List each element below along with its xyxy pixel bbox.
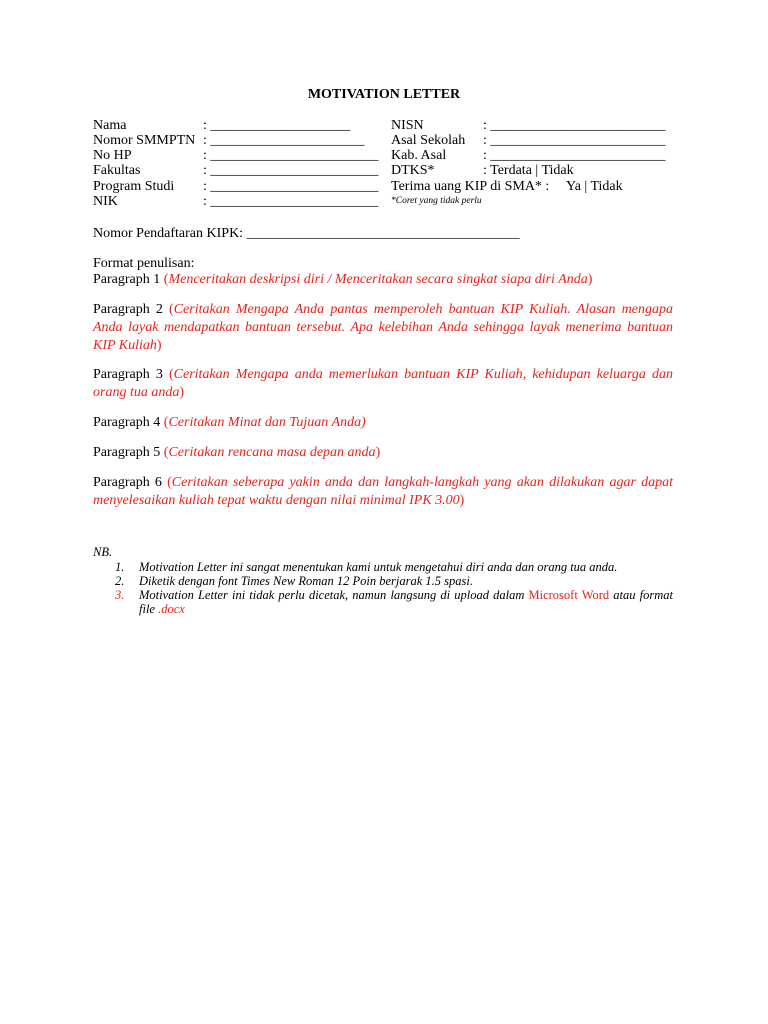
nb-item-text: Diketik dengan font Times New Roman 12 Poin berjarak 1.5 spasi. xyxy=(139,574,474,588)
nb-item xyxy=(93,588,673,616)
field-blank: : ________________________ xyxy=(203,194,379,209)
field-label: Asal Sekolah xyxy=(391,133,466,148)
nb-item-text: Motivation Letter ini sangat menentukan kami untuk mengetahui diri anda dan orang tua anda. xyxy=(139,560,618,574)
paren-close: ) xyxy=(459,493,465,508)
kipk-registration-line: Nomor Pendaftaran KIPK: _______________________________________ xyxy=(93,226,520,241)
field-blank: : _________________________ xyxy=(483,118,666,133)
paren-close: ) xyxy=(156,338,162,353)
paragraph-label: Paragraph 4 xyxy=(93,415,164,430)
paren-open: ( xyxy=(169,302,174,317)
paren-open: ( xyxy=(163,415,169,430)
field-label: DTKS* xyxy=(391,163,435,178)
field-label: Kab. Asal xyxy=(391,148,447,163)
paren-close: ) xyxy=(587,272,593,287)
paragraph-label: Paragraph 6 xyxy=(93,475,168,490)
paragraph-instruction: Ceritakan Mengapa Anda pantas memperoleh bantuan KIP Kuliah. Alasan mengapa Anda layak mendapatkan bantuan tersebut. Apa kelebihan Anda sehingga layak menerima bantuan KIP Kuliah xyxy=(93,302,673,353)
field-label: Fakultas xyxy=(93,163,141,178)
field-blank: : ________________________ xyxy=(203,163,379,178)
nb-item xyxy=(93,574,673,588)
paragraph-4-instruction xyxy=(93,414,673,432)
paragraph-instruction: Ceritakan rencana masa depan anda xyxy=(168,445,376,460)
paragraph-instruction: Ceritakan Mengapa anda memerlukan bantuan KIP Kuliah, kehidupan keluarga dan orang tua anda xyxy=(93,367,673,400)
field-blank: : _________________________ xyxy=(483,148,666,163)
field-label: Program Studi xyxy=(93,179,175,194)
nb-list xyxy=(93,560,673,616)
field-label: Nama xyxy=(93,118,127,133)
paragraph-label: Paragraph 5 xyxy=(93,445,164,460)
paragraph-label: Paragraph 3 xyxy=(93,367,169,382)
nb-item-number: 3. xyxy=(115,588,125,602)
field-blank: : ________________________ xyxy=(203,148,379,163)
field-options: : Terdata | Tidak xyxy=(483,163,574,178)
field-label: No HP xyxy=(93,148,132,163)
nb-highlight-docx: .docx xyxy=(158,602,185,616)
nb-item-text: atau format file xyxy=(139,588,673,616)
coret-note: *Coret yang tidak perlu xyxy=(391,196,482,206)
field-options: Ya | Tidak xyxy=(566,179,623,194)
field-label: Nomor SMMPTN xyxy=(93,133,196,148)
field-blank: : ________________________ xyxy=(203,179,379,194)
paren-open: ( xyxy=(167,475,172,490)
paragraph-6-instruction xyxy=(93,474,673,510)
field-label: Terima uang KIP di SMA* : xyxy=(391,179,550,194)
field-blank: : ____________________ xyxy=(203,118,351,133)
field-label: NIK xyxy=(93,194,118,209)
nb-item-number: 2. xyxy=(115,574,125,588)
paragraph-1-instruction xyxy=(93,271,673,289)
paren-open: ( xyxy=(163,272,169,287)
paren-open: ( xyxy=(168,367,174,382)
nb-highlight-word: Microsoft Word xyxy=(528,588,610,602)
paragraph-label: Paragraph 2 xyxy=(93,302,170,317)
field-blank: : ______________________ xyxy=(203,133,365,148)
paragraph-instruction: Menceritakan deskripsi diri / Menceritakan secara singkat siapa diri Anda xyxy=(168,272,588,287)
paragraph-instruction: Ceritakan seberapa yakin anda dan langkah-langkah yang akan dilakukan agar dapat menyelesaikan kuliah tepat waktu dengan nilai minimal IPK 3.00 xyxy=(93,475,673,508)
paragraph-2-instruction xyxy=(93,301,673,355)
paren-open: ( xyxy=(163,445,169,460)
nb-item-text: Motivation Letter ini tidak perlu dicetak, namun langsung di upload dalam xyxy=(139,588,529,602)
field-label: NISN xyxy=(391,118,424,133)
paragraph-label: Paragraph 1 xyxy=(93,272,164,287)
paren-close: ) xyxy=(375,445,381,460)
paragraph-3-instruction xyxy=(93,366,673,402)
field-blank: : _________________________ xyxy=(483,133,666,148)
paragraph-instruction: Ceritakan Minat dan Tujuan Anda) xyxy=(168,415,366,430)
nb-item-number: 1. xyxy=(115,560,125,574)
nb-title: NB. xyxy=(93,545,113,559)
document-title: MOTIVATION LETTER xyxy=(307,87,461,102)
paren-close: ) xyxy=(179,385,185,400)
format-heading: Format penulisan: xyxy=(93,256,195,271)
nb-item xyxy=(93,560,673,574)
paragraph-5-instruction xyxy=(93,444,673,462)
